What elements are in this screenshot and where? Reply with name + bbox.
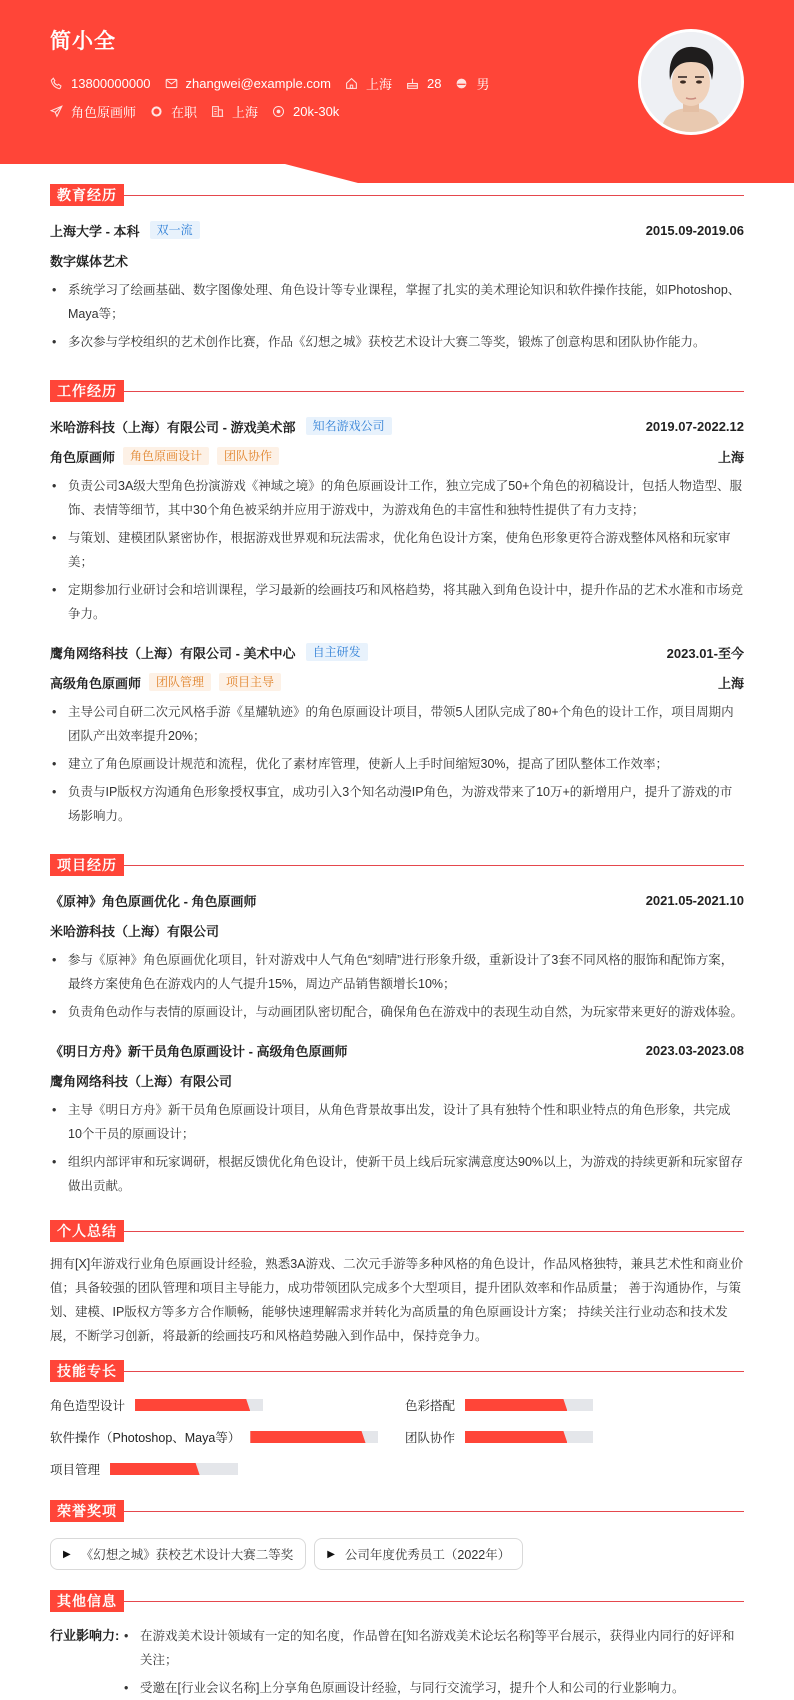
salary-text: 20k-30k [293,103,340,119]
triangle-right-icon: ▶ [63,1548,71,1560]
home-icon [345,77,358,90]
work-item [50,416,744,626]
school-tag: 双一流 [150,221,200,239]
gender-icon [455,77,468,90]
role-tag: 团队协作 [217,447,279,465]
salary-item [272,104,339,119]
job-role: 角色原画师 [50,449,116,465]
work-bullets [50,474,744,626]
other-title: 其他信息 [50,1590,124,1612]
list-item: • 组织内部评审和玩家调研，根据反馈优化角色设计，使新干员上线后玩家满意度达90%以上，为游戏的持续更新和玩家留存做出贡献。 [50,1150,744,1198]
school-name: 上海大学 - 本科 [50,223,140,239]
section-divider [124,1511,744,1512]
status-text: 在职 [171,104,198,120]
company-tag: 知名游戏公司 [306,417,392,435]
section-divider [124,195,744,196]
education-item-header [50,220,744,240]
position-item [50,102,136,121]
projects-section [50,854,744,1198]
education-bullets [50,278,744,354]
other-bullets [122,1624,744,1700]
work-city-text: 上海 [232,104,259,120]
skill-bar [135,1399,263,1411]
city-item [345,74,392,93]
work-item [50,642,744,828]
gender-text: 男 [476,76,490,92]
list-item: • 参与《原神》角色原画优化项目，针对游戏中人气角色“刻晴”进行形象升级，重新设计了3套不同风格的服饰和配饰方案，最终方案使角色在游戏内的人气提升15%，周边产品销售额增长10%； [50,948,744,996]
section-divider [124,1231,744,1232]
skill-bar [465,1431,593,1443]
list-item: • 受邀在[行业会议名称]上分享角色原画设计经验，与同行交流学习，提升个人和公司的行业影响力。 [122,1676,744,1700]
list-item: • 与策划、建模团队紧密协作，根据游戏世界观和玩法需求，优化角色设计方案，使角色形象更符合游戏整体风格和玩家审美； [50,526,744,574]
award-text: 公司年度优秀员工（2022年） [344,1548,511,1562]
section-divider [124,1601,744,1602]
work-city-item [211,102,258,121]
company-tag: 自主研发 [306,643,368,661]
company-name: 鹰角网络科技（上海）有限公司 - 美术中心 [50,645,296,661]
skill-bar [110,1463,238,1475]
list-item: • 负责公司3A级大型角色扮演游戏《神域之境》的角色原画设计工作，独立完成了50+个角色的初稿设计，包括人物造型、服饰、表情等细节，其中30个角色被采纳并应用于游戏中，为游戏角色的丰富性和独特性提供了有力支持； [50,474,744,522]
phone-item [50,76,151,91]
send-icon [50,105,63,118]
resume-body [0,184,794,1700]
section-divider [124,1371,744,1372]
triangle-right-icon: ▶ [327,1548,335,1560]
skill-bar-fill [110,1463,200,1475]
email-item [165,76,331,91]
skill-bar [465,1399,593,1411]
awards-list [50,1538,744,1570]
resume-header [0,0,794,185]
skill-item [50,1394,405,1416]
avatar-photo [641,32,741,132]
award-item [314,1538,523,1570]
award-item [50,1538,306,1570]
project-bullets [50,1098,744,1198]
awards-title: 荣誉奖项 [50,1500,124,1522]
work-location: 上海 [717,675,744,691]
section-divider [124,865,744,866]
work-section [50,380,744,828]
skill-item [50,1458,405,1480]
list-item: • 系统学习了绘画基础、数字图像处理、角色设计等专业课程，掌握了扎实的美术理论知识和软件操作技能，如Photoshop、Maya等； [50,278,744,326]
cake-icon [406,77,419,90]
projects-title: 项目经历 [50,854,124,876]
role-tag: 项目主导 [219,673,281,691]
list-item: • 多次参与学校组织的艺术创作比赛，作品《幻想之城》获校艺术设计大赛二等奖，锻炼了创意构思和团队协作能力。 [50,330,744,354]
role-tag: 角色原画设计 [123,447,209,465]
skill-item [405,1426,745,1448]
work-location: 上海 [717,449,744,465]
skill-item [405,1394,745,1416]
education-date: 2015.09-2019.06 [645,222,744,238]
skill-bar-fill [465,1431,567,1443]
skill-name: 项目管理 [50,1463,101,1477]
award-text: 《幻想之城》获校艺术设计大赛二等奖 [80,1548,294,1562]
skill-bar-fill [465,1399,567,1411]
city-text: 上海 [365,76,392,92]
company-name: 米哈游科技（上海）有限公司 - 游戏美术部 [50,419,296,435]
work-title: 工作经历 [50,380,124,402]
project-date: 2023.03-2023.08 [645,1042,744,1058]
major-name: 数字媒体艺术 [50,253,129,269]
status-item [150,102,197,121]
list-item: • 负责角色动作与表情的原画设计，与动画团队密切配合，确保角色在游戏中的表现生动自然，为玩家带来更好的游戏体验。 [50,1000,744,1024]
mail-icon [165,77,178,90]
skill-name: 角色造型设计 [50,1399,126,1413]
avatar [638,29,744,135]
job-role: 高级角色原画师 [50,675,142,691]
work-date: 2019.07-2022.12 [645,418,744,434]
project-company: 鹰角网络科技（上海）有限公司 [50,1073,233,1089]
status-icon [150,105,163,118]
project-bullets [50,948,744,1024]
list-item: • 主导公司自研二次元风格手游《星耀轨迹》的角色原画设计项目，带领5人团队完成了80+个角色的设计工作，项目周期内团队产出效率提升20%； [50,700,744,748]
skill-bar-fill [250,1431,365,1443]
project-date: 2021.05-2021.10 [645,892,744,908]
gender-item [455,74,489,93]
candidate-name: 简小全 [50,30,116,53]
list-item: • 定期参加行业研讨会和培训课程，学习最新的绘画技巧和风格趋势，将其融入到角色设计中，提升作品的艺术水准和市场竞争力。 [50,578,744,626]
skill-name: 软件操作（Photoshop、Maya等） [50,1431,241,1445]
phone-icon [50,77,63,90]
list-item: • 主导《明日方舟》新干员角色原画设计项目，从角色背景故事出发，设计了具有独特个性和职业特点的角色形象，共完成10个干员的原画设计； [50,1098,744,1146]
salary-icon [272,105,285,118]
role-tag: 团队管理 [149,673,211,691]
age-item [406,76,441,91]
project-name: 《明日方舟》新干员角色原画设计 - 高级角色原画师 [50,1043,348,1059]
summary-title: 个人总结 [50,1220,124,1242]
section-divider [124,391,744,392]
building-icon [211,105,224,118]
work-date: 2023.01-至今 [666,645,744,661]
skills-section [50,1360,744,1480]
education-section [50,184,744,354]
position-text: 角色原画师 [71,104,137,120]
summary-section [50,1220,744,1348]
skill-name: 团队协作 [405,1431,456,1445]
skill-bar [250,1431,378,1443]
skills-grid [50,1394,744,1480]
skill-name: 色彩搭配 [405,1399,456,1413]
skill-item [50,1426,405,1448]
other-section [50,1590,744,1700]
list-item: • 建立了角色原画设计规范和流程，优化了素材库管理，使新人上手时间缩短30%，提高了团队整体工作效率； [50,752,744,776]
awards-section [50,1500,744,1570]
other-label: 行业影响力: [50,1628,120,1643]
age-text: 28 [426,75,442,91]
skill-bar-fill [135,1399,250,1411]
project-item [50,1040,744,1198]
project-company: 米哈游科技（上海）有限公司 [50,923,220,939]
project-item [50,890,744,1024]
other-item [50,1624,744,1700]
list-item: • 负责与IP版权方沟通角色形象授权事宜，成功引入3个知名动漫IP角色，为游戏带来了10万+的新增用户，提升了游戏的市场影响力。 [50,780,744,828]
summary-text: 拥有[X]年游戏行业角色原画设计经验，熟悉3A游戏、二次元手游等多种风格的角色设计，作品风格独特，兼具艺术性和商业价值；具备较强的团队管理和项目主导能力，成功带领团队完成多个大型项目，提升团队效率和作品质量； 善于沟通协作，与策划、建模、IP版权方等多方合作顺畅，能够快速理解需求并转化为高质量的角色原画设计方案； 持续关注行业动态和技术发展，不断学习创新，将最新的绘画技巧和风格趋势融入到作品中，保持竞争力。 [50,1257,744,1343]
list-item: • 在游戏美术设计领域有一定的知名度，作品曾在[知名游戏美术论坛名称]等平台展示，获得业内同行的好评和关注； [122,1624,744,1672]
skills-title: 技能专长 [50,1360,124,1382]
email-text: zhangwei@example.com [185,75,331,91]
project-name: 《原神》角色原画优化 - 角色原画师 [50,893,257,909]
work-bullets [50,700,744,828]
education-title: 教育经历 [50,184,124,206]
phone-text: 13800000000 [71,75,151,91]
